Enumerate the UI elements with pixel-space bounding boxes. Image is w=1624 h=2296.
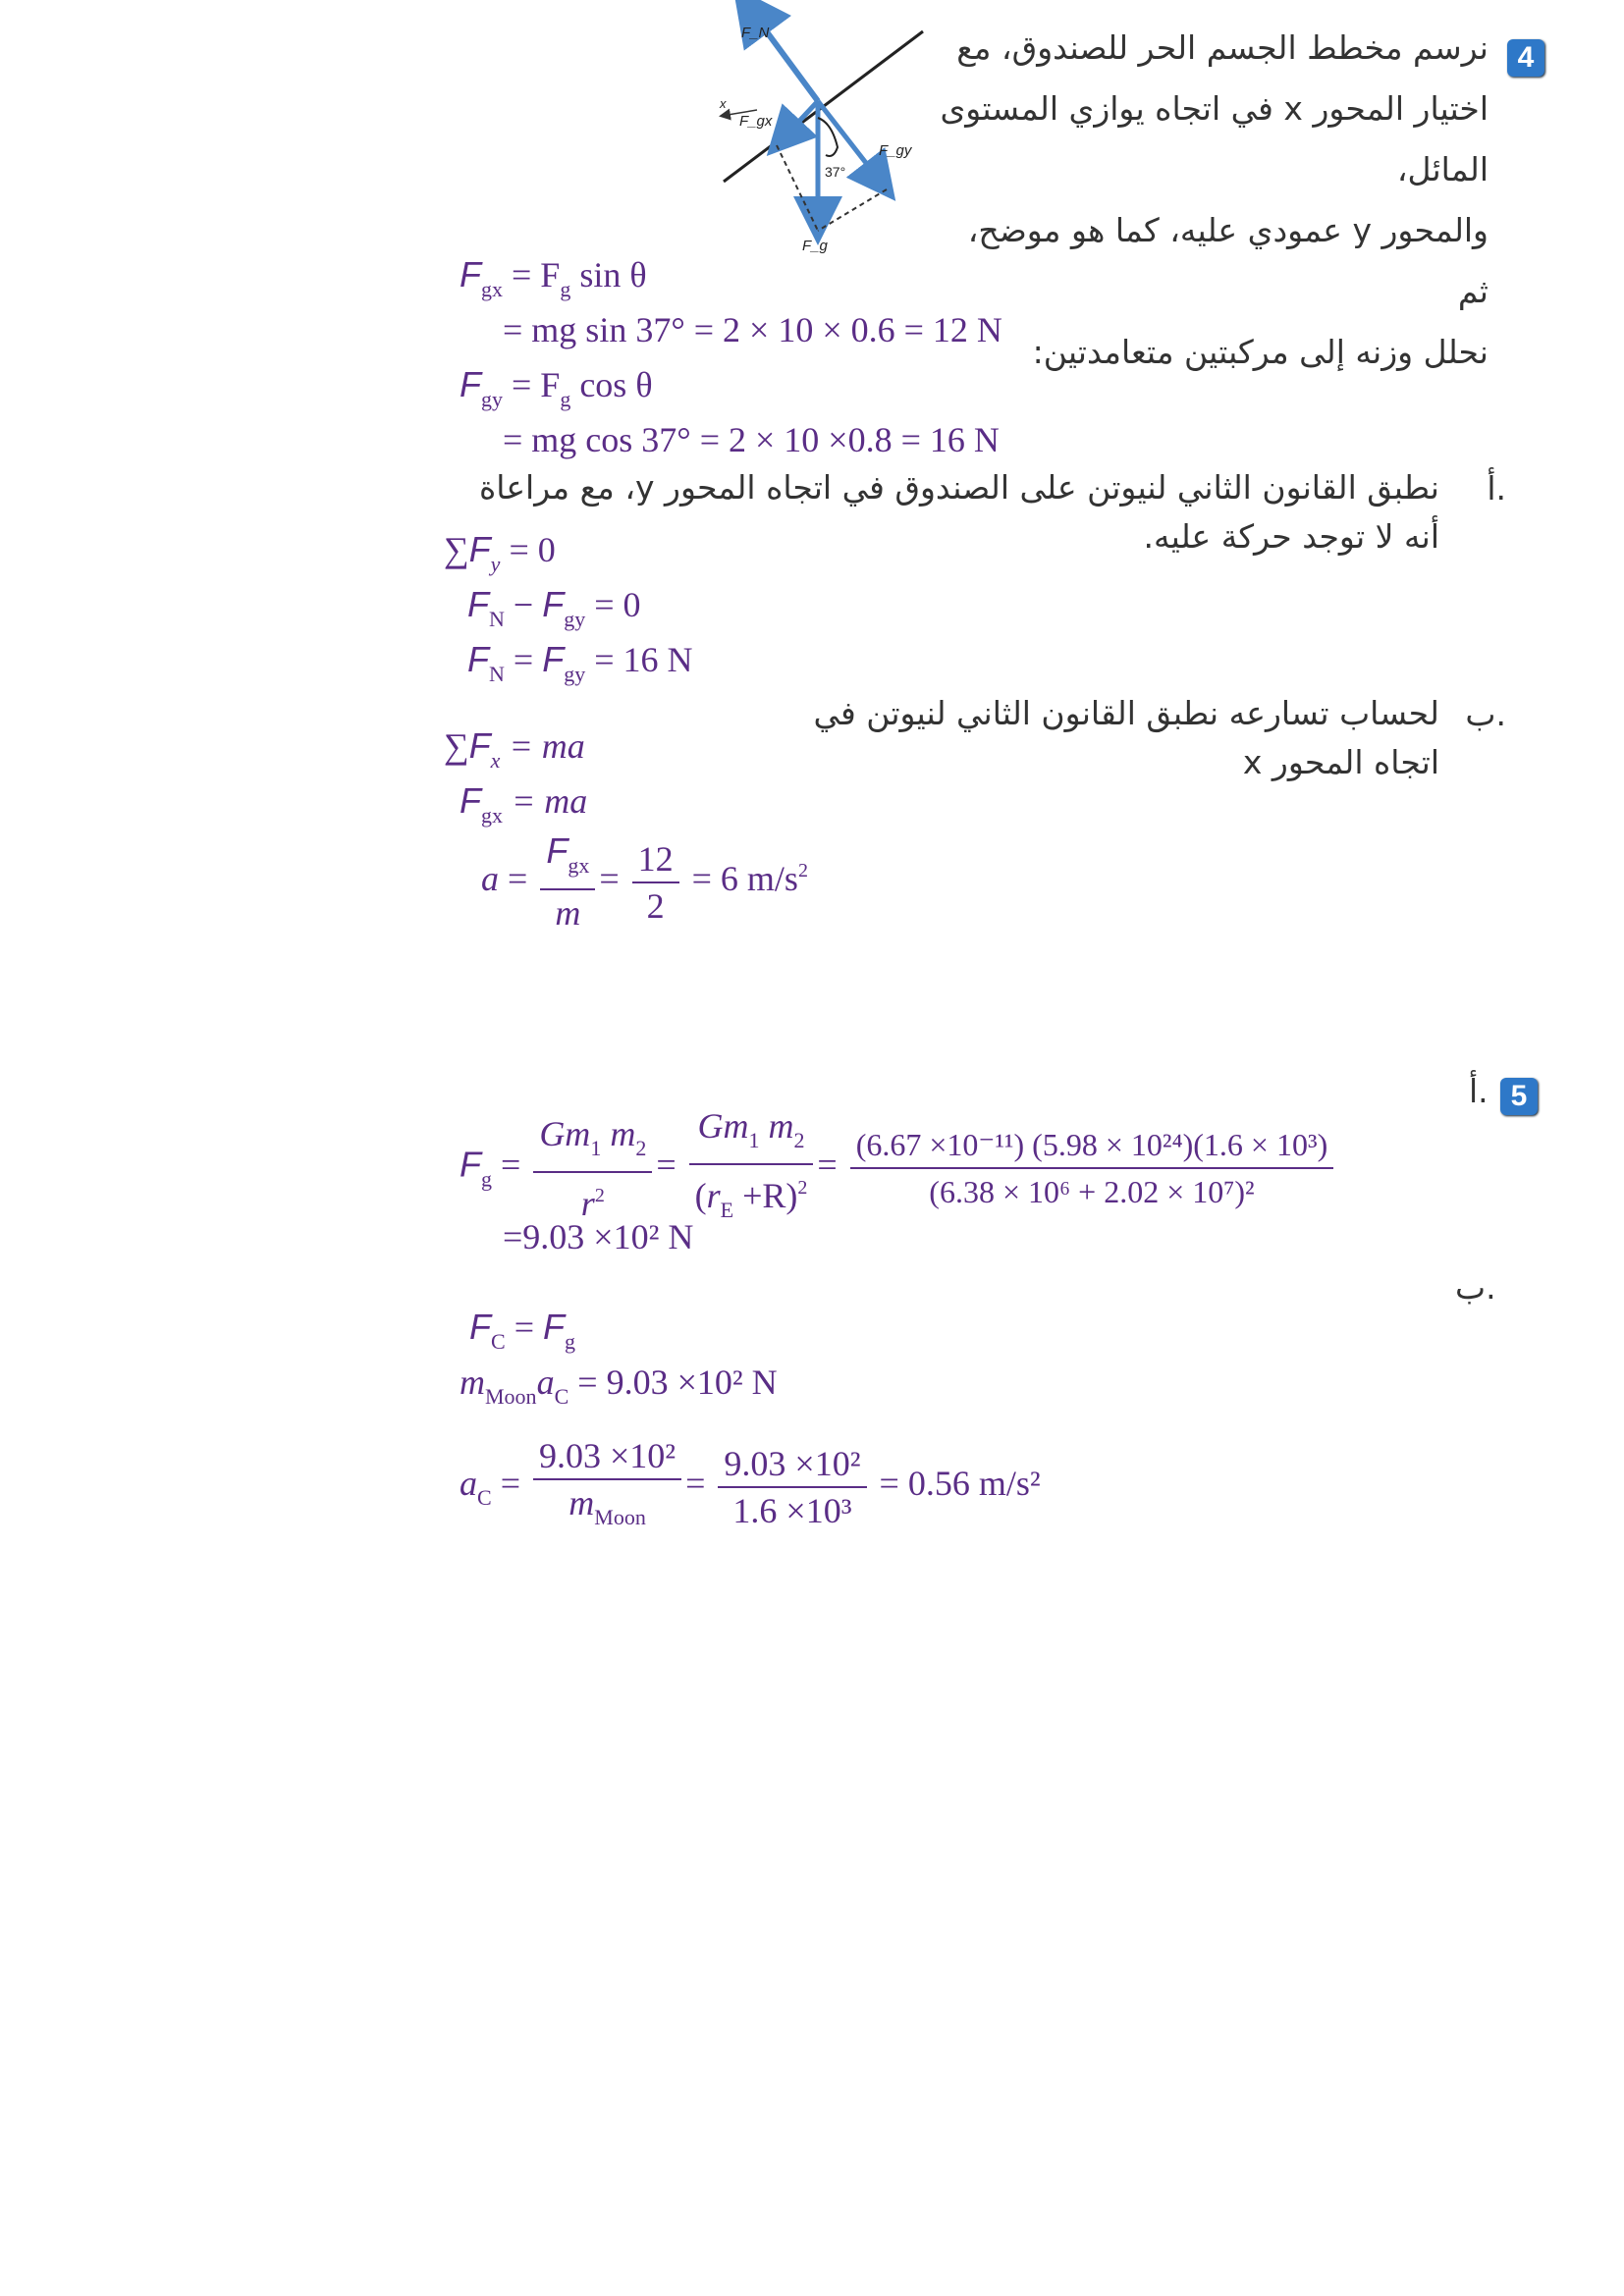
label-x: x <box>720 96 727 111</box>
gravitation-result: =9.03 ×10² N <box>503 1217 694 1256</box>
intro-line-3: والمحور y عمودي عليه، كما هو موضح، ثم <box>967 211 1489 310</box>
fgx-sin: sin θ <box>579 255 647 294</box>
ac-frac1-num: 9.03 ×10² <box>533 1433 681 1480</box>
fgx-equation-line1: $F_{gx} = F_g$ sin θ <box>460 254 647 301</box>
centripetal-accel-equation: $a_C$ = $\frac{\text{9.03 ×10²}}{m_{Moon}}$ = $\frac{\text{9.03 ×10²}}{\text{1.6 ×10³}}$ = 0.56 m/s² <box>460 1433 1041 1540</box>
label-fgy: F_gy <box>879 142 912 159</box>
grav-fraction-2: $\frac{Gm_1 m_2}{(r_E +R)^2}$ <box>689 1103 814 1233</box>
part-b-label: ب. <box>1465 695 1506 733</box>
accel-fraction-symbolic: $\frac{F_{gx}}{m}$ <box>540 828 595 935</box>
dashed-guide-right <box>818 189 887 231</box>
fgy-equation-line2: = mg cos 37° = 2 × 10 ×0.8 = 16 N <box>503 420 1000 459</box>
accel-num: 12 <box>632 836 679 883</box>
fgx-eq-text: = F <box>512 255 561 294</box>
ac-fraction-1: $\frac{\text{9.03 ×10²}}{m_{Moon}}$ <box>533 1433 681 1540</box>
grav-numeric-den: (6.38 × 10⁶ + 2.02 × 10⁷)² <box>929 1174 1255 1209</box>
p5-part-a-label: أ. <box>1469 1072 1489 1110</box>
acceleration-equation: a = $\frac{F_{gx}}{m}$ = $\frac{12}{2}$ = 6 $m/s^2$ <box>481 828 808 935</box>
grav-numeric-num: (6.67 ×10⁻¹¹) (5.98 × 10²⁴)(1.6 × 10³) <box>850 1122 1334 1169</box>
fgy-eq-text: = F <box>512 365 561 404</box>
moon-force-equation: $m_{Moon}a_C = 9.03 \times 10^2$ N <box>460 1362 778 1409</box>
part-a-text: نطبق القانون الثاني لنيوتن على الصندوق في اتجاه المحور y، مع مراعاة أنه لا توجد حركة عليه. <box>479 468 1439 556</box>
fgx-equation-line2: = mg sin 37° = 2 × 10 × 0.6 = 12 N <box>503 310 1002 349</box>
fn-eq1-rhs: = 0 <box>594 585 641 624</box>
accel-fraction-numeric <box>632 836 679 929</box>
accel-den: 2 <box>646 885 665 926</box>
problem-5-badge: 5 <box>1500 1078 1538 1115</box>
accel-result: = 6 m/s <box>691 858 798 898</box>
fgy-cos: cos θ <box>579 365 653 404</box>
intro-line-4: نحلل وزنه إلى مركبتين متعامدتين: <box>1032 333 1489 371</box>
fgy-equation-line1: $F_{gy} = F_g$ cos θ <box>460 364 653 411</box>
sum-fx-rhs: = ma <box>509 726 585 766</box>
intro-line-1: نرسم مخطط الجسم الحر للصندوق، مع <box>956 28 1489 67</box>
label-fn: F_N <box>741 25 770 41</box>
fgx-arrow <box>777 101 818 145</box>
sum-fx-equation: $\sum F_x$ = ma <box>444 725 585 773</box>
part-b-text: لحساب تسارعه نطبق القانون الثاني لنيوتن في اتجاه المحور x <box>813 694 1439 781</box>
ac-fraction-2 <box>718 1441 866 1533</box>
grav-fraction-1: $\frac{Gm_1 m_2}{r^2}$ <box>533 1111 652 1226</box>
free-body-diagram <box>712 0 938 265</box>
gravitation-equation: $F_g$ = $\frac{Gm_1 m_2}{r^2}$ = $\frac{Gm_1 m_2}{(r_E +R)^2}$ = $\frac{\text{(6.67 ×10⁻¹¹) (5.98 × 10²⁴)(1.6 × 10³)}}{\text{(6.38 × 10⁶ + 2.02 × 10⁷)²}}$ <box>460 1103 1337 1233</box>
p5-part-b-label: ب. <box>1455 1268 1496 1307</box>
part-a-label: أ. <box>1487 469 1506 507</box>
fn-equation-2: $F_N = F_{gy} = 16$ N <box>467 639 693 686</box>
fn-equation-1: $F_N - F_{gy} = 0$ <box>467 584 641 631</box>
fgx-ma-rhs: = ma <box>512 781 588 821</box>
normal-force-arrow <box>743 0 818 101</box>
sum-fy-rhs: = 0 <box>509 530 556 569</box>
ac-result: = 0.56 m/s² <box>879 1463 1041 1503</box>
problem-4-badge: 4 <box>1507 39 1544 77</box>
intro-line-2: اختيار المحور x في اتجاه يوازي المستوى المائل، <box>940 89 1489 188</box>
label-angle: 37° <box>825 164 846 180</box>
label-fg: F_g <box>802 238 828 254</box>
moon-force-rhs: 9.03 ×10² N <box>606 1362 778 1402</box>
fc-equals-fg: $F_C = F_g$ <box>469 1307 575 1354</box>
fgx-ma-equation: $F_{gx}$ = ma <box>460 780 588 828</box>
grav-fraction-numeric <box>850 1122 1334 1214</box>
label-fgx: F_gx <box>739 113 773 130</box>
fn-eq2-rhs: = 16 N <box>594 640 693 679</box>
problem-4-intro <box>939 18 1489 383</box>
ac-frac2-den: 1.6 ×10³ <box>732 1490 852 1530</box>
ac-frac2-num: 9.03 ×10² <box>718 1441 866 1488</box>
dashed-guide-left <box>777 145 818 231</box>
sum-fy-equation: $\sum F_y = 0$ <box>444 529 556 576</box>
